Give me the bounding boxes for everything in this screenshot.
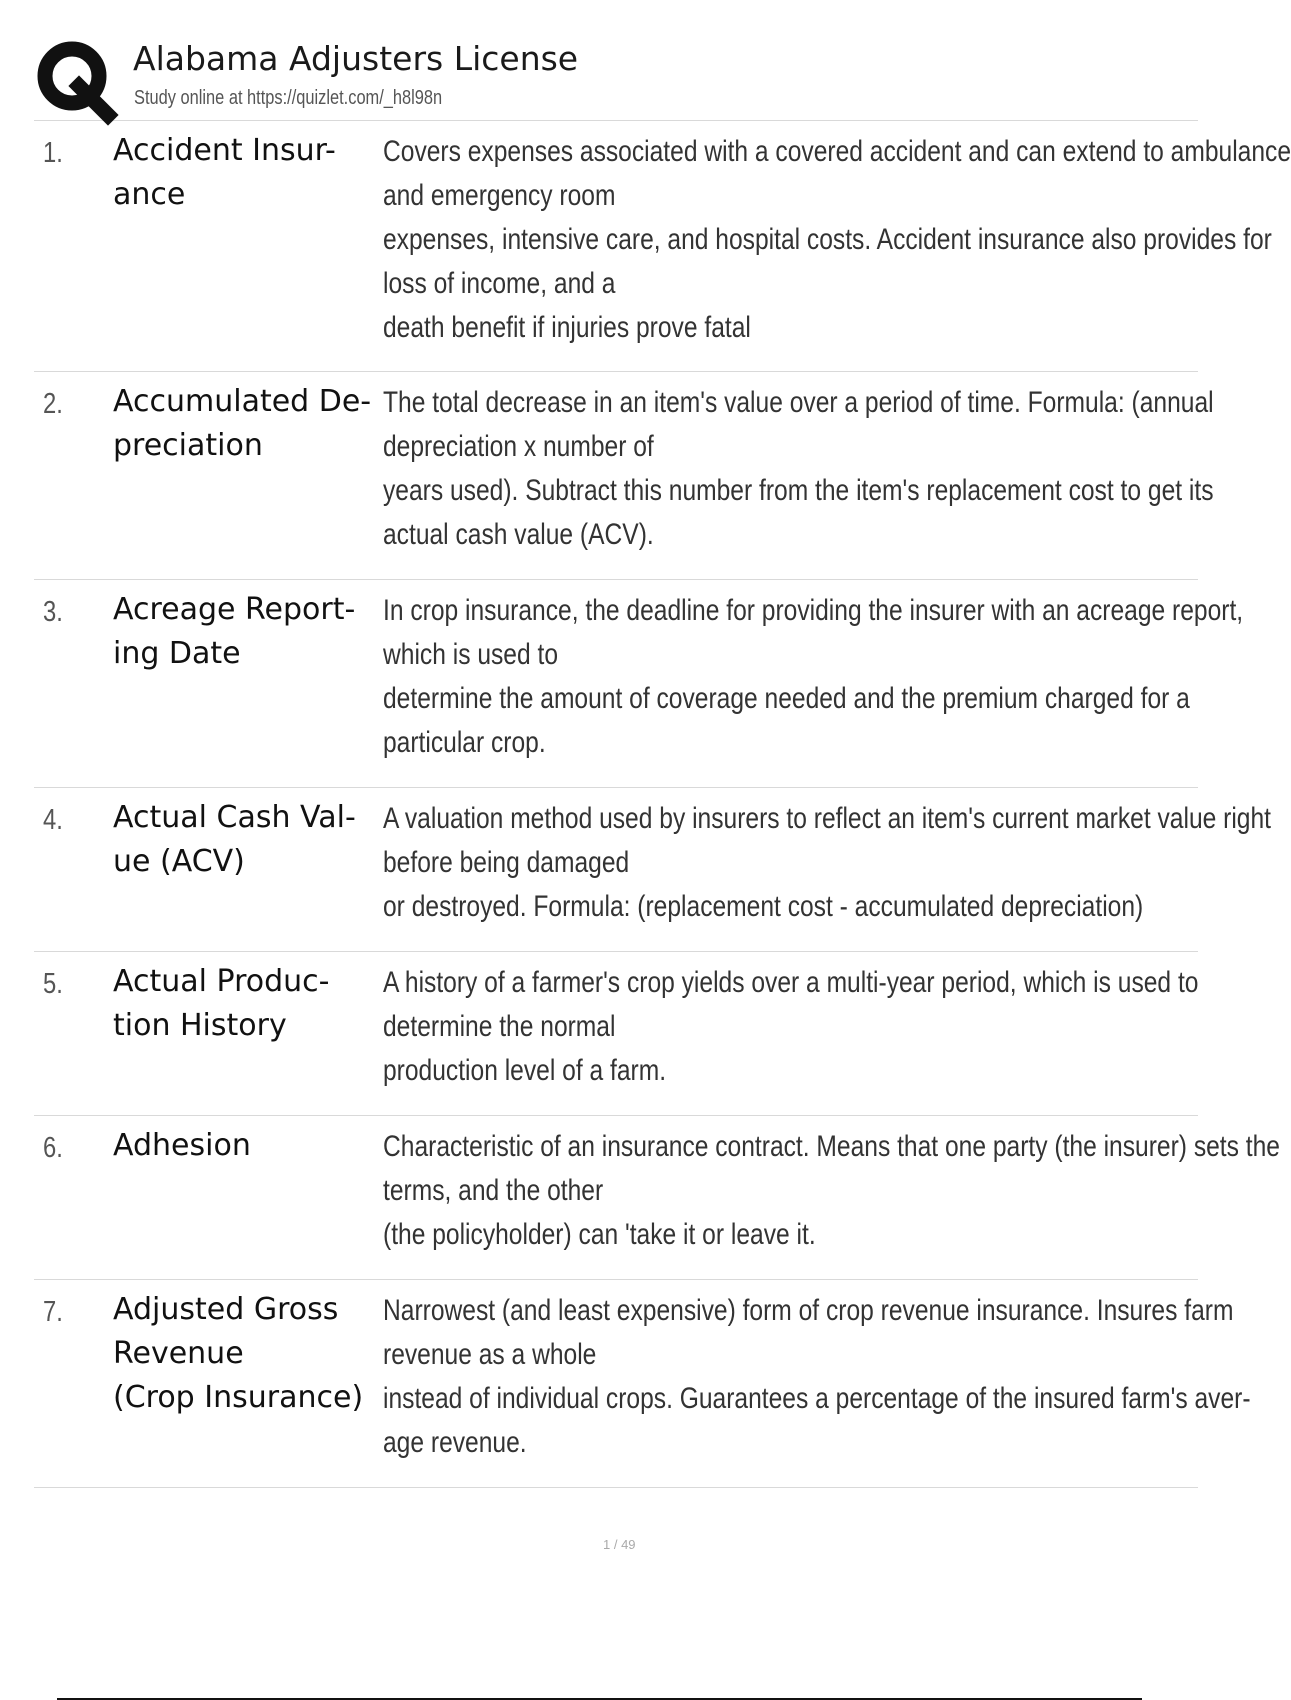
term-title [113,960,383,1048]
term-title-line: ing Date [113,636,241,671]
document-title: Alabama Adjusters License [133,39,579,78]
term-title-line: ue (ACV) [113,844,245,879]
term-row [34,788,1271,952]
document-header [34,34,1198,121]
definition-line: In crop insurance, the deadline for providing the insurer with an acreage report, [383,594,1244,627]
term-definition [383,961,1199,1093]
term-number: 2. [43,388,63,420]
term-row [34,952,1198,1116]
term-row [34,1116,1280,1280]
definition-line: instead of individual crops. Guarantees a percentage of the insured farm's aver- [383,1382,1251,1415]
term-number: 6. [43,1132,63,1164]
term-number: 1. [43,137,63,169]
term-row [34,1280,1251,1488]
definition-line: revenue as a whole [383,1338,597,1371]
term-title-line: Actual Cash Val- [113,800,356,835]
term-row [34,372,1214,580]
term-number: 3. [43,596,63,628]
definition-line: A history of a farmer's crop yields over a multi-year period, which is used to [383,966,1199,999]
term-title-line: (Crop Insurance) [113,1380,364,1415]
definition-line: Narrowest (and least expensive) form of crop revenue insurance. Insures farm [383,1294,1234,1327]
term-definition [383,589,1244,765]
definition-line: before being damaged [383,846,630,879]
term-title [113,796,383,884]
definition-line: determine the normal [383,1010,616,1043]
definition-line: actual cash value (ACV). [383,518,654,551]
term-title-line: Adhesion [113,1128,251,1163]
term-title-line: Revenue [113,1336,244,1371]
term-title-line: Actual Produc- [113,964,330,999]
term-title-line: ance [113,177,186,212]
definition-line: terms, and the other [383,1174,604,1207]
quizlet-logo-icon [34,37,114,117]
study-online-link-text: Study online at https://quizlet.com/_h8l98n [134,87,443,109]
definition-line: or destroyed. Formula: (replacement cost - accumulated depreciation) [383,890,1144,923]
definition-line: expenses, intensive care, and hospital costs. Accident insurance also provides for [383,223,1272,256]
definition-line: A valuation method used by insurers to reflect an item's current market value right [383,802,1271,835]
term-number: 4. [43,804,63,836]
term-title-line: Accumulated De- [113,384,372,419]
definition-line: The total decrease in an item's value over a period of time. Formula: (annual [383,386,1214,419]
term-title-line: preciation [113,428,263,463]
term-title [113,1288,383,1420]
definition-line: and emergency room [383,179,616,212]
term-definition [383,130,1291,350]
page-number: 1 / 49 [603,1537,636,1552]
term-title-line: Accident Insur- [113,133,336,168]
term-title [113,1124,383,1168]
definition-line: loss of income, and a [383,267,616,300]
term-definition [383,1289,1251,1465]
term-title-line: Adjusted Gross [113,1292,339,1327]
definition-line: which is used to [383,638,559,671]
definition-line: Covers expenses associated with a covered accident and can extend to ambulance [383,135,1291,168]
definition-line: depreciation x number of [383,430,654,463]
term-definition [383,1125,1280,1257]
definition-line: production level of a farm. [383,1054,667,1087]
term-number: 7. [43,1296,63,1328]
term-definition [383,381,1214,557]
flashcard-term-list [34,121,1291,1488]
term-row [34,580,1244,788]
term-definition [383,797,1271,929]
definition-line: age revenue. [383,1426,527,1459]
definition-line: determine the amount of coverage needed and the premium charged for a [383,682,1190,715]
definition-line: years used). Subtract this number from the item's replacement cost to get its [383,474,1214,507]
term-title [113,588,383,676]
term-row [34,121,1291,372]
term-title-line: Acreage Report- [113,592,356,627]
term-title-line: tion History [113,1008,287,1043]
definition-line: particular crop. [383,726,546,759]
term-title [113,129,383,217]
definition-line: Characteristic of an insurance contract. Means that one party (the insurer) sets the [383,1130,1280,1163]
definition-line: (the policyholder) can 'take it or leave it. [383,1218,816,1251]
definition-line: death benefit if injuries prove fatal [383,311,751,344]
term-title [113,380,383,468]
term-number: 5. [43,968,63,1000]
